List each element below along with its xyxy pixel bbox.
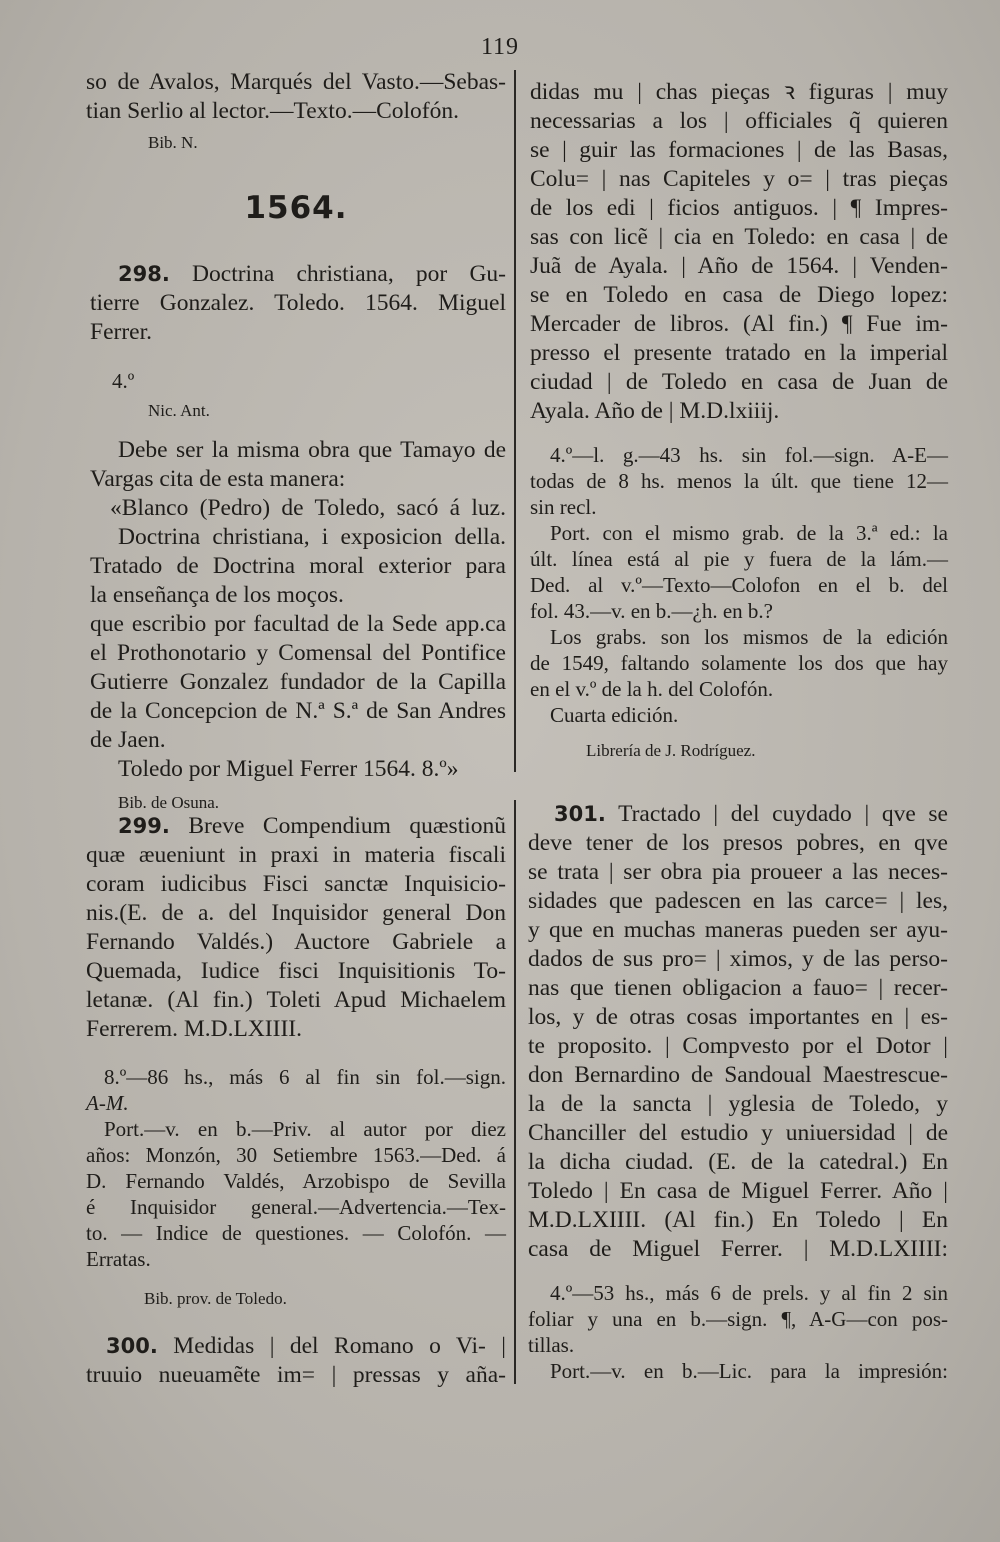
text-line: Ded. al v.º—Texto—Colofon en el b. del: [530, 573, 948, 597]
text-line: sas con licẽ | cia en Toledo: en casa | de: [530, 224, 948, 250]
text-line: A-M.: [86, 1091, 129, 1115]
text-line: nas que tienen obligacion a fauo= | recer-: [528, 975, 948, 1001]
text-line: 8.º—86 hs., más 6 al fin sin fol.—sign.: [104, 1065, 506, 1089]
format-note: 4.º: [112, 369, 135, 393]
text-line: Mercader de libros. (Al fin.) ¶ Fue im-: [530, 311, 948, 337]
text-line: so de Avalos, Marqués del Vasto.—Sebas-: [86, 69, 506, 95]
text-line: Cuarta edición.: [550, 703, 679, 727]
entry-300-start: [86, 1332, 506, 1390]
text-line: Medidas | del Romano o Vi- |: [173, 1333, 506, 1359]
text-line: 4.º—l. g.—43 hs. sin fol.—sign. A-E—: [550, 443, 948, 467]
text-line: 4.º—53 hs., más 6 de prels. y al fin 2 sin: [550, 1281, 948, 1305]
entry-300-continuation: [530, 78, 948, 762]
text-line: letanæ. (Al fin.) Toleti Apud Michaelem: [86, 987, 506, 1013]
source-note: Nic. Ant.: [148, 401, 210, 420]
text-line: quæ æueniunt in praxi in materia fiscali: [86, 842, 506, 868]
text-line: Tractado | del cuydado | qve se: [618, 801, 948, 827]
text-line: Toledo | En casa de Miguel Ferrer. Año |: [528, 1178, 948, 1204]
text-line: años: Monzón, 30 Setiembre 1563.—Ded. á: [86, 1143, 506, 1167]
text-line: los, y de otras cosas importantes en | es-: [528, 1004, 948, 1030]
text-line: Los grabs. son los mismos de la edición: [550, 625, 948, 649]
year-heading: 1564.: [244, 190, 348, 226]
text-line: é Inquisidor general.—Advertencia.—Tex-: [86, 1195, 506, 1219]
column-divider-top: [514, 70, 516, 772]
text-line: Ferrer.: [90, 319, 152, 345]
text-line: en el v.º de la h. del Colofón.: [530, 677, 774, 701]
text-line: casa de Miguel Ferrer. | M.D.LXIIII:: [528, 1236, 948, 1262]
text-line: de los edi | ficios antiguos. | ¶ Impres-: [530, 195, 948, 221]
text-line: la de la sancta | yglesia de Toledo, y: [528, 1091, 948, 1117]
text-line: necessarias a los | officiales q̃ quieren: [530, 108, 948, 134]
text-line: Colu= | nas Capiteles y o= | tras pieças: [530, 166, 948, 192]
text-line: Debe ser la misma obra que Tamayo de: [118, 437, 506, 463]
left-column: [86, 68, 506, 154]
text-line: «Blanco (Pedro) de Toledo, sacó á luz.: [110, 495, 506, 521]
text-line: la enseñança de los moços.: [90, 582, 344, 608]
text-line: M.D.LXIIII. (Al fin.) En Toledo | En: [528, 1207, 948, 1233]
text-line: Port.—v. en b.—Lic. para la impresión:: [550, 1359, 948, 1383]
text-line: tierre Gonzalez. Toledo. 1564. Miguel: [90, 290, 506, 316]
text-line: Tratado de Doctrina moral exterior para: [90, 553, 506, 579]
text-line: presso el presente tratado en la imperial: [530, 340, 948, 366]
text-line: últ. línea está al pie y fuera de la lám.—: [530, 547, 948, 571]
text-line: ciudad | de Toledo en casa de Juan de: [530, 369, 948, 395]
text-line: Quemada, Iudice fisci Inquisitionis To-: [86, 958, 506, 984]
text-line: D. Fernando Valdés, Arzobispo de Sevilla: [86, 1169, 506, 1193]
text-line: foliar y una en b.—sign. ¶, A-G—con pos-: [528, 1307, 948, 1331]
text-line: Juã de Ayala. | Año de 1564. | Venden-: [530, 253, 948, 279]
column-divider-bottom: [514, 800, 516, 1384]
page-number: 119: [480, 34, 520, 60]
text-line: truuio nueuamẽte im= | pressas y aña-: [86, 1362, 506, 1388]
entry-number: 300.: [106, 1334, 158, 1358]
text-line: de la Concepcion de N.ª S.ª de San Andres: [90, 698, 506, 724]
entry-number: 299.: [118, 814, 170, 838]
text-line: de 1549, faltando solamente los dos que hay: [530, 651, 948, 675]
text-line: didas mu | chas pieças ꝛ figuras | muy: [530, 79, 948, 105]
text-line: Ferrerem. M.D.LXIIII.: [86, 1016, 302, 1042]
text-line: fol. 43.—v. en b.—¿h. en b.?: [530, 599, 773, 623]
description-block: [528, 1280, 948, 1384]
entry-299: [86, 812, 506, 1310]
text-line: sin recl.: [530, 495, 597, 519]
text-line: se en Toledo en casa de Diego lopez:: [530, 282, 948, 308]
entry-number: 301.: [554, 802, 606, 826]
note-block: [90, 436, 506, 784]
text-line: Chanciller del estudio y uniuersidad | de: [528, 1120, 948, 1146]
text-line: el Prothonotario y Comensal del Pontifice: [90, 640, 506, 666]
text-line: la dicha ciudad. (E. de la catedral.) En: [528, 1149, 948, 1175]
text-line: Doctrina christiana, por Gu-: [192, 261, 507, 287]
text-line: y que en muchas maneras pueden ser ayu-: [528, 917, 948, 943]
text-line: Vargas cita de esta manera:: [90, 466, 346, 492]
library-note: Bib. prov. de Toledo.: [144, 1289, 287, 1308]
text-line: to. — Indice de questiones. — Colofón. —: [86, 1221, 506, 1245]
entry-301: [528, 800, 948, 1384]
description-block: [86, 1064, 506, 1272]
text-line: Doctrina christiana, i exposicion della.: [118, 524, 506, 550]
text-line: deve tener de los presos pobres, en qve: [528, 830, 948, 856]
text-line: Fernando Valdés.) Auctore Gabriele a: [86, 929, 506, 955]
text-line: tillas.: [528, 1333, 575, 1357]
text-line: don Bernardino de Sandoual Maestrescue-: [528, 1062, 948, 1088]
text-line: Erratas.: [86, 1247, 151, 1271]
library-note: Librería de J. Rodríguez.: [586, 741, 756, 760]
text-line: de Jaen.: [90, 727, 166, 753]
text-line: Gutierre Gonzalez fundador de la Capilla: [90, 669, 506, 695]
text-line: se | guir las formaciones | de las Basas,: [530, 137, 948, 163]
entry-298: [90, 260, 506, 814]
text-line: Ayala. Año de | M.D.lxiiij.: [530, 398, 780, 424]
text-line: Toledo por Miguel Ferrer 1564. 8.º»: [118, 756, 459, 782]
text-line: Port.—v. en b.—Priv. al autor por diez: [104, 1117, 506, 1141]
text-line: sidades que padescen en las carce= | les,: [528, 888, 948, 914]
entry-number: 298.: [118, 262, 170, 286]
text-line: que escribio por facultad de la Sede app.ca: [90, 611, 506, 637]
source-note: Bib. N.: [148, 133, 198, 152]
text-line: dados de sus pro= | ximos, y de las perso-: [528, 946, 948, 972]
text-line: nis.(E. de a. del Inquisidor general Don: [86, 900, 506, 926]
text-line: Port. con el mismo grab. de la 3.ª ed.: la: [550, 521, 948, 545]
text-line: tian Serlio al lector.—Texto.—Colofón.: [86, 98, 459, 124]
text-line: Breve Compendium quæstionũ: [188, 813, 506, 839]
text-line: coram iudicibus Fisci sanctæ Inquisicio-: [86, 871, 506, 897]
text-line: todas de 8 hs. menos la últ. que tiene 12—: [530, 469, 948, 493]
text-line: te proposito. | Compvesto por el Dotor |: [528, 1033, 948, 1059]
library-note: Bib. de Osuna.: [118, 793, 220, 812]
description-block: [530, 442, 948, 728]
text-line: se trata | ser obra pia proueer a las neces-: [528, 859, 948, 885]
